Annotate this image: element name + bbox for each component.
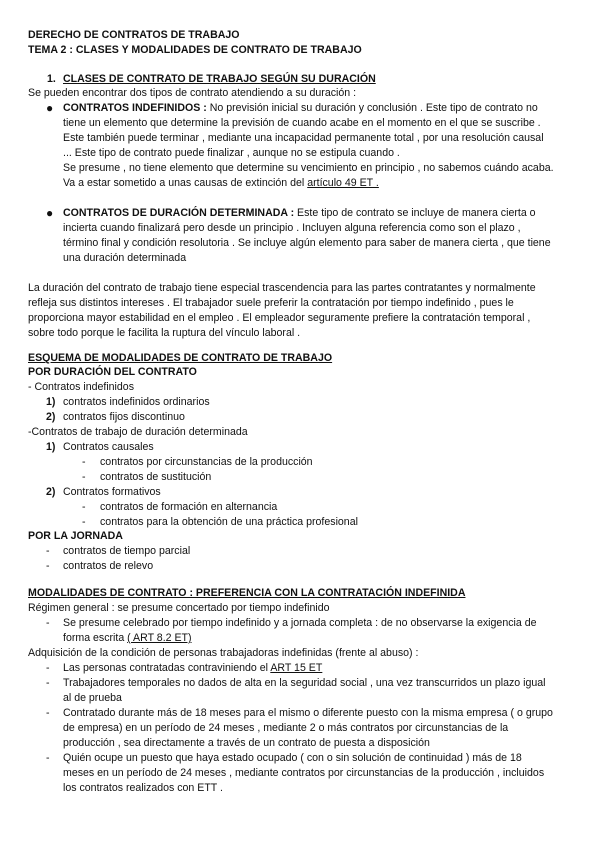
bullet-indefinidos-line [63, 101, 538, 116]
list-number: 2) [46, 486, 56, 498]
bullet-determinada-text: incierta cuando finalizará pero desde un principio . Incluyen alguna referencia como son el plazo , [63, 222, 521, 234]
presume-line [63, 631, 192, 646]
dash-bullet: - [82, 501, 86, 513]
paragraph-text: La duración del contrato de trabajo tiene especial trascendencia para las partes contratantes y normalmente [28, 282, 536, 294]
list-item-text: Quién ocupe un puesto que haya estado ocupado ( con o sin solución de continuidad ) más de 18 [63, 752, 522, 764]
dash-bullet: - [46, 662, 50, 674]
bullet-indefinidos-text: Este también puede terminar , mediante una incapacidad permanente total , por una resolución causal [63, 132, 544, 144]
dash-bullet: - [46, 560, 50, 572]
list-item-text: al de prueba [63, 692, 122, 704]
dash-bullet: - [46, 545, 50, 557]
list-title-indefinidos: - Contratos indefinidos [28, 381, 134, 393]
bullet-determinada-text: una duración determinada [63, 252, 187, 264]
regimen-text: Régimen general : se presume concertado por tiempo indefinido [28, 602, 330, 614]
document-title: DERECHO DE CONTRATOS DE TRABAJO [28, 29, 240, 41]
bullet-icon: ● [46, 101, 54, 115]
section1-number: 1. [47, 73, 56, 85]
list-subitem: contratos de sustitución [100, 471, 212, 483]
list-item-text: los contratos realizados con ETT . [63, 782, 223, 794]
dash-bullet: - [82, 456, 86, 468]
dash-bullet: - [46, 707, 50, 719]
bullet-indefinidos-text: tiene un elemento que determine la previsión de cuando acabe en el momento en el que se suscribe . [63, 117, 541, 129]
subheading-jornada: POR LA JORNADA [28, 530, 123, 542]
list-number: 1) [46, 441, 56, 453]
list-item: contratos de relevo [63, 560, 154, 572]
section1-intro: Se pueden encontrar dos tipos de contrato atendiendo a su duración : [28, 87, 357, 99]
list-item-text: Trabajadores temporales no dados de alta en la seguridad social , una vez transcurridos un plazo igual [63, 677, 546, 689]
articulo-49-link[interactable]: artículo 49 ET . [307, 177, 379, 189]
list-item-text: meses en un período de 24 meses , mediante contratos por circunstancias de la producción , incluidos [63, 767, 545, 779]
bullet-indefinidos-text: No previsión inicial su duración y conclusión . Este tipo de contrato no [206, 102, 538, 114]
bullet-determinada-text: Este tipo de contrato se incluye de manera cierta o [294, 207, 536, 219]
list-item-text: de empresa) en un período de 24 meses , mediante 2 o más contratos por circunstancias de la [63, 722, 509, 734]
bullet-indefinidos-text: ... Este tipo de contrato puede finalizar , aunque no se estipula cuando . [63, 147, 400, 159]
bullet-indefinidos-text: Va a estar sometido a unas causas de extinción del [63, 177, 308, 189]
list-item-text: Contratado durante más de 18 meses para el mismo o diferente puesto con la misma empresa ( o grupo [63, 707, 553, 719]
bullet-icon: ● [46, 206, 54, 220]
list-subitem: contratos por circunstancias de la producción [100, 456, 313, 468]
subheading-duracion: POR DURACIÓN DEL CONTRATO [28, 366, 197, 378]
dash-bullet: - [46, 617, 50, 629]
document-subtitle: TEMA 2 : CLASES Y MODALIDADES DE CONTRATO DE TRABAJO [28, 44, 362, 56]
list-subitem: contratos de formación en alternancia [100, 501, 278, 513]
section3-heading: MODALIDADES DE CONTRATO : PREFERENCIA CON LA CONTRATACIÓN INDEFINIDA [28, 587, 466, 599]
presume-text: forma escrita [63, 632, 128, 644]
bullet-determinada-label: CONTRATOS DE DURACIÓN DETERMINADA : [63, 207, 295, 219]
adquisicion-text: Adquisición de la condición de personas trabajadoras indefinidas (frente al abuso) : [28, 647, 419, 659]
list-item: contratos de tiempo parcial [63, 545, 191, 557]
bullet-determinada-text: término final y condición resolutoria . Se incluye algún elemento para saber de manera cierta , que tiene [63, 237, 551, 249]
paragraph-text: refleja sus distintos intereses . El trabajador suele preferir la contratación por tiempo indefinido , pues le [28, 297, 514, 309]
list-title-determinada: -Contratos de trabajo de duración determinada [28, 426, 248, 438]
list-item-text: Las personas contratadas contraviniendo el [63, 662, 271, 674]
paragraph-text: sobre todo porque le facilita la ruptura del vínculo laboral . [28, 327, 301, 339]
section1-heading: CLASES DE CONTRATO DE TRABAJO SEGÚN SU DURACIÓN [63, 73, 376, 85]
dash-bullet: - [46, 677, 50, 689]
dash-bullet: - [82, 516, 86, 528]
art-8-2-link[interactable]: ( ART 8.2 ET) [127, 632, 192, 644]
list-number: 2) [46, 411, 56, 423]
paragraph-text: proporciona mayor estabilidad en el empleo . El empleador seguramente prefiere la contratación temporal , [28, 312, 531, 324]
list-subitem: contratos para la obtención de una práctica profesional [100, 516, 358, 528]
dash-bullet: - [82, 471, 86, 483]
list-number: 1) [46, 396, 56, 408]
list-item-text: producción , sea directamente a través de un contrato de puesta a disposición [63, 737, 430, 749]
section2-heading: ESQUEMA DE MODALIDADES DE CONTRATO DE TRABAJO [28, 352, 333, 364]
list-item-line [63, 661, 322, 676]
list-item-causales: Contratos causales [63, 441, 154, 453]
bullet-determinada-line [63, 206, 536, 221]
list-item: contratos indefinidos ordinarios [63, 396, 210, 408]
bullet-indefinidos-label: CONTRATOS INDEFINIDOS : [63, 102, 207, 114]
list-item: contratos fijos discontinuo [63, 411, 185, 423]
art-15-link[interactable]: ART 15 ET [270, 662, 323, 674]
bullet-indefinidos-text: Se presume , no tiene elemento que determine su vencimiento en principio , no sabemos cuándo acaba. [63, 162, 554, 174]
presume-text: Se presume celebrado por tiempo indefinido y a jornada completa : de no observarse la exigencia de [63, 617, 537, 629]
dash-bullet: - [46, 752, 50, 764]
bullet-indefinidos-line [63, 176, 379, 191]
list-item-formativos: Contratos formativos [63, 486, 161, 498]
